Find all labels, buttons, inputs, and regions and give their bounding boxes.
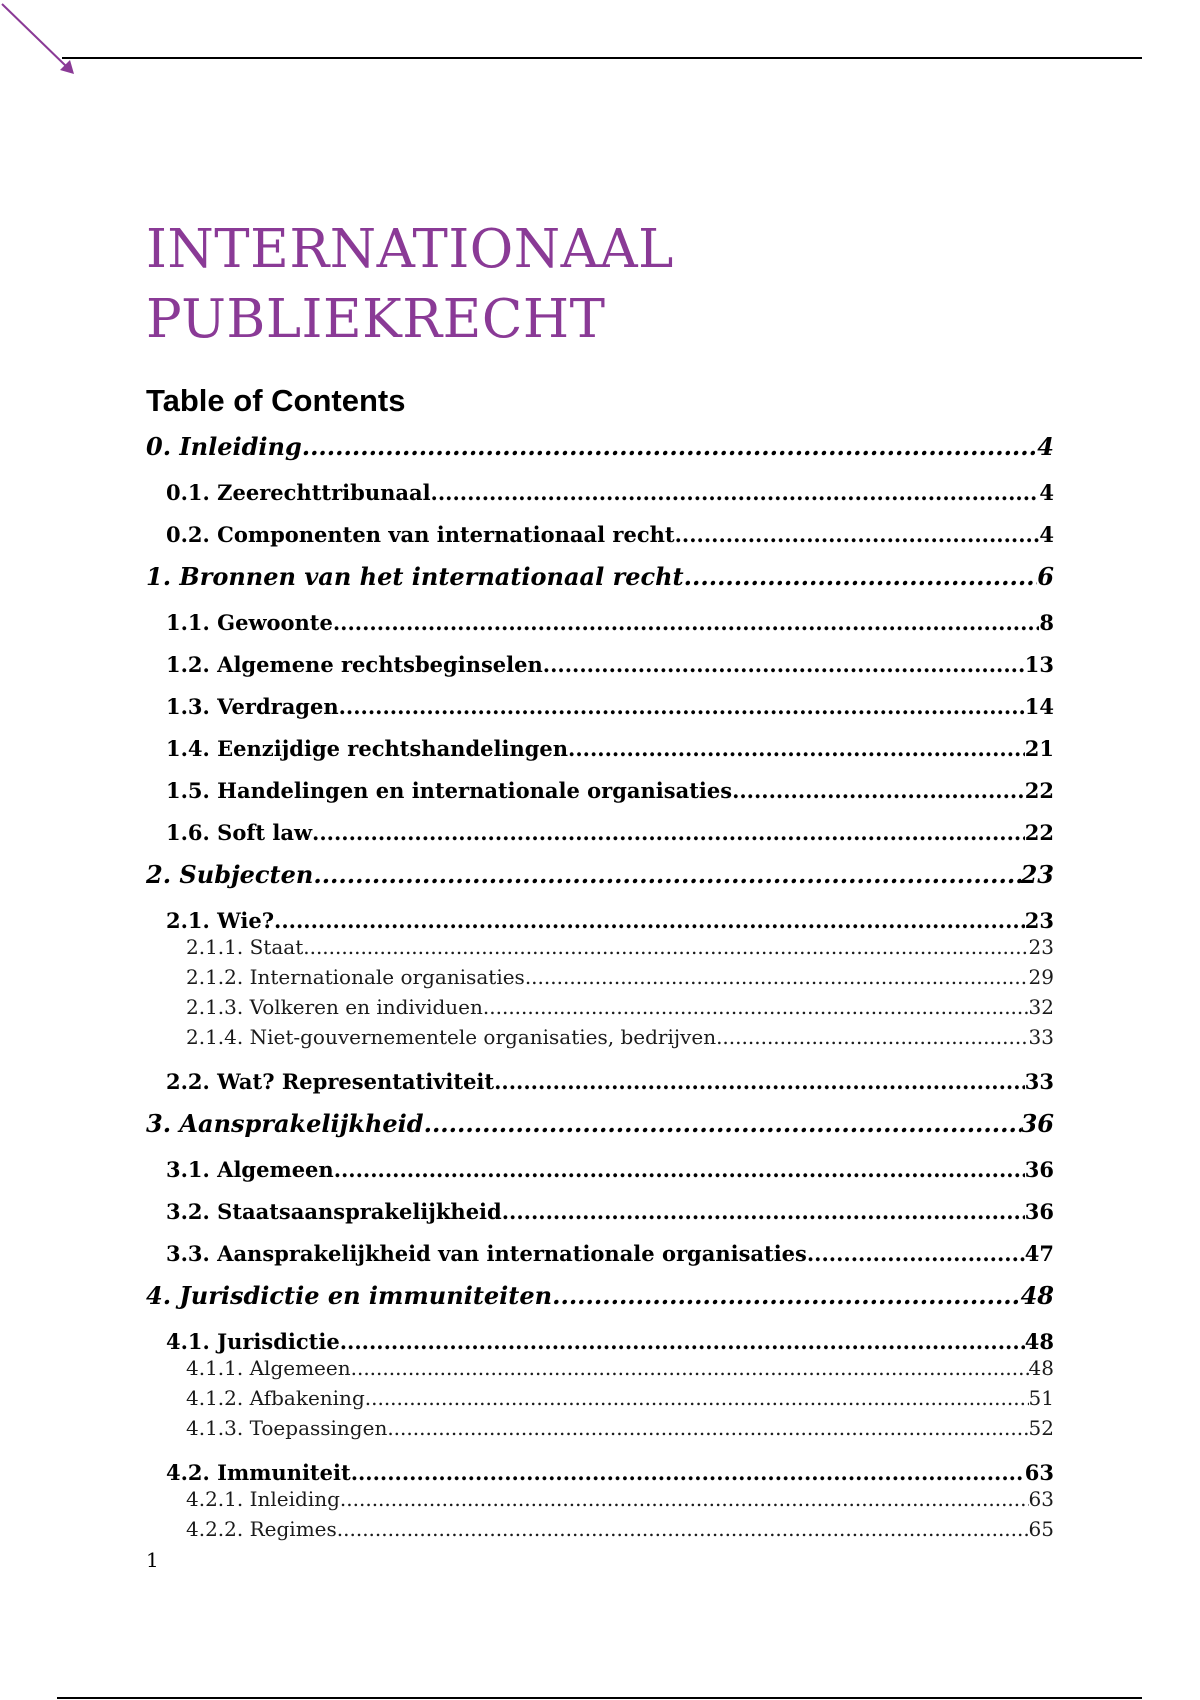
toc-leader xyxy=(351,1356,1029,1380)
toc-leader xyxy=(568,736,1025,761)
toc-entry-1-3[interactable] xyxy=(146,688,1054,730)
toc-entry-label: 1.1. Gewoonte xyxy=(166,610,333,635)
toc-entry-page: 4 xyxy=(1039,522,1054,547)
toc-entry-label: 3.1. Algemeen xyxy=(166,1157,334,1182)
toc-entry-label: 1.6. Soft law xyxy=(166,820,313,845)
toc-entry-page: 36 xyxy=(1020,1109,1054,1138)
toc-entry-label: 4.1. Jurisdictie xyxy=(166,1329,340,1354)
toc-entry-label: 2. Subjecten xyxy=(146,860,314,889)
toc-entry-4-1-1[interactable] xyxy=(146,1356,1054,1386)
toc-leader xyxy=(431,480,1040,505)
toc-entry-3-3[interactable] xyxy=(146,1235,1054,1277)
toc-entry-1-1[interactable] xyxy=(146,604,1054,646)
toc-entry-label: 1.5. Handelingen en internationale organisaties xyxy=(166,778,733,803)
toc-entry-label: 0.1. Zeerechttribunaal xyxy=(166,480,431,505)
toc-leader xyxy=(302,432,1038,461)
toc-entry-1-5[interactable] xyxy=(146,772,1054,814)
toc-entry-page: 8 xyxy=(1039,610,1054,635)
toc-leader xyxy=(502,1199,1025,1224)
toc-entry-page: 22 xyxy=(1024,778,1054,803)
toc-leader xyxy=(334,1157,1025,1182)
toc-entry-4-2-2[interactable] xyxy=(146,1517,1054,1547)
toc-entry-1[interactable] xyxy=(146,558,1054,604)
toc-entry-page: 32 xyxy=(1028,995,1054,1019)
toc-entry-page: 48 xyxy=(1028,1356,1054,1380)
toc-entry-page: 4 xyxy=(1039,480,1054,505)
document-title-line-2: PUBLIEKRECHT xyxy=(146,289,606,350)
toc-entry-3-2[interactable] xyxy=(146,1193,1054,1235)
toc-entry-page: 48 xyxy=(1024,1329,1054,1354)
toc-entry-page: 14 xyxy=(1024,694,1054,719)
toc-leader xyxy=(684,562,1038,591)
toc-entry-page: 36 xyxy=(1024,1157,1054,1182)
toc-leader xyxy=(525,965,1029,989)
toc-entry-page: 23 xyxy=(1020,860,1054,889)
toc-entry-page: 47 xyxy=(1024,1241,1054,1266)
toc-entry-page: 33 xyxy=(1028,1025,1054,1049)
toc-entry-label: 2.1.4. Niet-gouvernementele organisaties, bedrijven xyxy=(186,1025,717,1049)
toc-entry-1-2[interactable] xyxy=(146,646,1054,688)
toc-entry-label: 1.3. Verdragen xyxy=(166,694,339,719)
toc-entry-page: 23 xyxy=(1024,908,1054,933)
toc-entry-1-6[interactable] xyxy=(146,814,1054,856)
toc-entry-label: 4.2.1. Inleiding xyxy=(186,1487,340,1511)
toc-entry-page: 51 xyxy=(1028,1386,1054,1410)
toc-entry-label: 2.1.2. Internationale organisaties xyxy=(186,965,525,989)
toc-entry-2-2[interactable] xyxy=(146,1063,1054,1105)
toc-leader xyxy=(552,1281,1020,1310)
toc-entry-label: 1.2. Algemene rechtsbeginselen xyxy=(166,652,543,677)
toc-entry-4-2[interactable] xyxy=(146,1454,1054,1487)
toc-entry-2-1-2[interactable] xyxy=(146,965,1054,995)
toc-entry-page: 33 xyxy=(1024,1069,1054,1094)
toc-entry-2-1[interactable] xyxy=(146,902,1054,935)
toc-leader xyxy=(340,1487,1029,1511)
toc-entry-label: 3.3. Aansprakelijkheid van internationale organisaties xyxy=(166,1241,807,1266)
toc-entry-page: 63 xyxy=(1024,1460,1054,1485)
document-title xyxy=(146,215,674,355)
toc-entry-label: 0. Inleiding xyxy=(146,432,302,461)
toc-leader xyxy=(313,860,1020,889)
footer-rule xyxy=(57,1697,1142,1699)
toc-leader xyxy=(339,694,1025,719)
corner-arrow-icon xyxy=(0,0,80,80)
toc-leader xyxy=(333,610,1040,635)
toc-entry-4-1-3[interactable] xyxy=(146,1416,1054,1454)
toc-entry-4-2-1[interactable] xyxy=(146,1487,1054,1517)
header-rule xyxy=(62,57,1142,59)
toc-entry-page: 48 xyxy=(1020,1281,1054,1310)
toc-leader xyxy=(483,995,1029,1019)
toc-entry-2-1-4[interactable] xyxy=(146,1025,1054,1063)
toc-entry-label: 2.2. Wat? Representativiteit xyxy=(166,1069,495,1094)
toc-leader xyxy=(340,1329,1025,1354)
toc-entry-page: 63 xyxy=(1028,1487,1054,1511)
toc-leader xyxy=(303,935,1028,959)
toc-entry-label: 4.1.3. Toepassingen xyxy=(186,1416,388,1440)
toc-entry-label: 4. Jurisdictie en immuniteiten xyxy=(146,1281,553,1310)
toc-entry-label: 2.1.1. Staat xyxy=(186,935,304,959)
toc-leader xyxy=(675,522,1040,547)
toc-entry-1-4[interactable] xyxy=(146,730,1054,772)
toc-entry-page: 22 xyxy=(1024,820,1054,845)
toc-entry-0-1[interactable] xyxy=(146,474,1054,516)
toc-entry-label: 3.2. Staatsaansprakelijkheid xyxy=(166,1199,502,1224)
table-of-contents xyxy=(146,428,1054,1547)
toc-leader xyxy=(351,1460,1025,1485)
toc-entry-page: 36 xyxy=(1024,1199,1054,1224)
toc-entry-page: 4 xyxy=(1037,432,1054,461)
toc-entry-label: 4.1.2. Afbakening xyxy=(186,1386,365,1410)
toc-entry-page: 65 xyxy=(1028,1517,1054,1541)
toc-entry-3[interactable] xyxy=(146,1105,1054,1151)
toc-entry-label: 2.1.3. Volkeren en individuen xyxy=(186,995,483,1019)
toc-entry-label: 1.4. Eenzijdige rechtshandelingen xyxy=(166,736,569,761)
toc-leader xyxy=(543,652,1025,677)
toc-entry-label: 1. Bronnen van het internationaal recht xyxy=(146,562,684,591)
toc-leader xyxy=(424,1109,1021,1138)
toc-entry-label: 4.2.2. Regimes xyxy=(186,1517,337,1541)
toc-leader xyxy=(312,820,1025,845)
toc-entry-label: 4.1.1. Algemeen xyxy=(186,1356,351,1380)
toc-entry-4-1[interactable] xyxy=(146,1323,1054,1356)
toc-leader xyxy=(716,1025,1028,1049)
toc-entry-label: 4.2. Immuniteit xyxy=(166,1460,351,1485)
toc-leader xyxy=(387,1416,1028,1440)
toc-leader xyxy=(807,1241,1025,1266)
toc-entry-label: 0.2. Componenten van internationaal recht xyxy=(166,522,675,547)
toc-entry-2-1-1[interactable] xyxy=(146,935,1054,965)
toc-entry-0-2[interactable] xyxy=(146,516,1054,558)
toc-leader xyxy=(494,1069,1025,1094)
toc-leader xyxy=(274,908,1025,933)
toc-entry-page: 29 xyxy=(1028,965,1054,989)
toc-entry-0[interactable] xyxy=(146,428,1054,474)
toc-leader xyxy=(337,1517,1029,1541)
toc-entry-label: 3. Aansprakelijkheid xyxy=(146,1109,424,1138)
toc-entry-2-1-3[interactable] xyxy=(146,995,1054,1025)
toc-leader xyxy=(365,1386,1029,1410)
document-title-line-1: INTERNATIONAAL xyxy=(146,219,674,280)
toc-entry-page: 6 xyxy=(1037,562,1054,591)
toc-entry-page: 13 xyxy=(1024,652,1054,677)
page-number: 1 xyxy=(146,1548,159,1572)
toc-entry-page: 52 xyxy=(1028,1416,1054,1440)
toc-entry-page: 23 xyxy=(1028,935,1054,959)
toc-entry-3-1[interactable] xyxy=(146,1151,1054,1193)
toc-entry-page: 21 xyxy=(1024,736,1054,761)
toc-entry-4-1-2[interactable] xyxy=(146,1386,1054,1416)
toc-leader xyxy=(732,778,1025,803)
toc-heading: Table of Contents xyxy=(146,383,406,418)
toc-entry-2[interactable] xyxy=(146,856,1054,902)
toc-entry-4[interactable] xyxy=(146,1277,1054,1323)
toc-entry-label: 2.1. Wie? xyxy=(166,908,275,933)
